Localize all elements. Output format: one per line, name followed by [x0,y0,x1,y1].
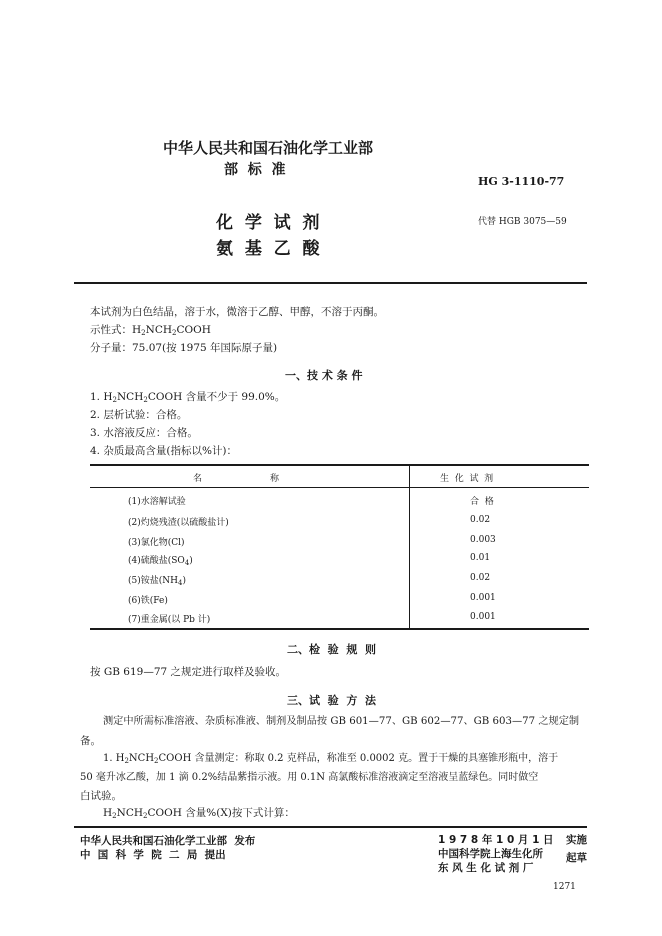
table-row-name: (3)氯化物(Cl) [128,538,185,548]
table-column-divider [409,464,410,629]
section3-heading: 三、试 验 方 法 [287,694,376,707]
table-row-value: 0.001 [470,612,496,622]
standard-number: HG 3-1110-77 [478,175,565,188]
footer-divider [74,826,587,828]
table-header-name-a: 名 [193,474,203,484]
table-row-name: (2)灼烧残渣(以硫酸盐计) [128,518,229,528]
table-header-rule [90,487,589,488]
requirement-1: 1. $H_2NCH_2COOH$ 含量不少于 99.0%。 [90,391,286,404]
effective-label: 实施 [566,834,587,846]
table-row-value: 合 格 [470,497,494,507]
table-row-value: 0.001 [470,593,496,603]
method-paragraph-2-cont: 50 毫升冰乙酸，加 1 滴 0.2%结晶紫指示液。用 0.1N 高氯酸标准溶液滴定至溶液呈蓝绿色。同时做空 [80,772,539,783]
requirement-2: 2. 层析试验：合格。 [90,409,188,421]
method-paragraph-2-end: 白试验。 [80,790,122,802]
table-row-value: 0.01 [470,553,491,563]
table-header-grade: 生 化 试 剂 [440,474,494,484]
table-row-name: (4)硫酸盐$(SO_4)$ [128,556,193,567]
table-row-name: (5)铵盐$(NH_4)$ [128,576,186,587]
method-paragraph-1: 测定中所需标准溶液、杂质标准液、制剂及制品按 GB 601—77、GB 602—77、GB 603—77 之规定制 [103,716,580,727]
replaces-standard: 代替 HGB 3075—59 [478,217,567,227]
table-row-name: (6)铁(Fe) [128,596,168,606]
requirement-3: 3. 水溶液反应：合格。 [90,427,198,439]
drafting-org-1: 中国科学院上海生化所 [438,848,543,860]
publisher: 中华人民共和国石油化学工业部 发布 [80,835,256,847]
molecular-weight: 分子量：75.07(按 1975 年国际原子量) [90,342,278,354]
table-header-name-b: 称 [270,474,280,484]
drafting-label: 起草 [566,852,587,864]
table-row-value: 0.003 [470,535,496,545]
table-bottom-rule [90,628,589,630]
table-top-rule [90,464,589,466]
effective-date: 1 9 7 8 年 1 0 月 1 日 [438,834,554,846]
header-divider [74,282,587,284]
table-row-name: (7)重金属(以 Pb 计) [128,615,211,625]
method-paragraph-1-cont: 备。 [80,735,101,747]
title-line1: 化 学 试 剂 [216,213,320,233]
drafting-org-2: 东 风 生 化 试 剂 厂 [438,862,534,874]
table-row-value: 0.02 [470,515,491,525]
standard-type: 部 标 准 [224,162,286,178]
page-number: 1271 [553,882,576,892]
calculation-intro: $H_2NCH_2COOH$ 含量%(X)按下式计算： [103,807,295,820]
method-paragraph-2: 1. $H_2NCH_2COOH$ 含量测定：称取 0.2 克样品，称准至 0.0002 克。置于干燥的具塞锥形瓶中，溶于 [103,753,559,765]
sampling-rule: 按 GB 619—77 之规定进行取样及验收。 [90,666,287,678]
section1-heading: 一、技 术 条 件 [285,369,363,382]
issuing-ministry: 中华人民共和国石油化学工业部 [163,139,374,157]
proposer: 中 国 科 学 院 二 局 提出 [80,849,226,861]
table-row-value: 0.02 [470,573,491,583]
structural-formula: 示性式：$H_2NCH_2COOH$ [90,324,211,337]
requirement-4: 4. 杂质最高含量(指标以%计)： [90,445,238,457]
description: 本试剂为白色结晶，溶于水，微溶于乙醇、甲醇，不溶于丙酮。 [90,306,384,318]
title-line2: 氨 基 乙 酸 [216,239,320,259]
section2-heading: 二、检 验 规 则 [287,643,376,656]
table-row-name: (1)水溶解试验 [128,497,186,507]
